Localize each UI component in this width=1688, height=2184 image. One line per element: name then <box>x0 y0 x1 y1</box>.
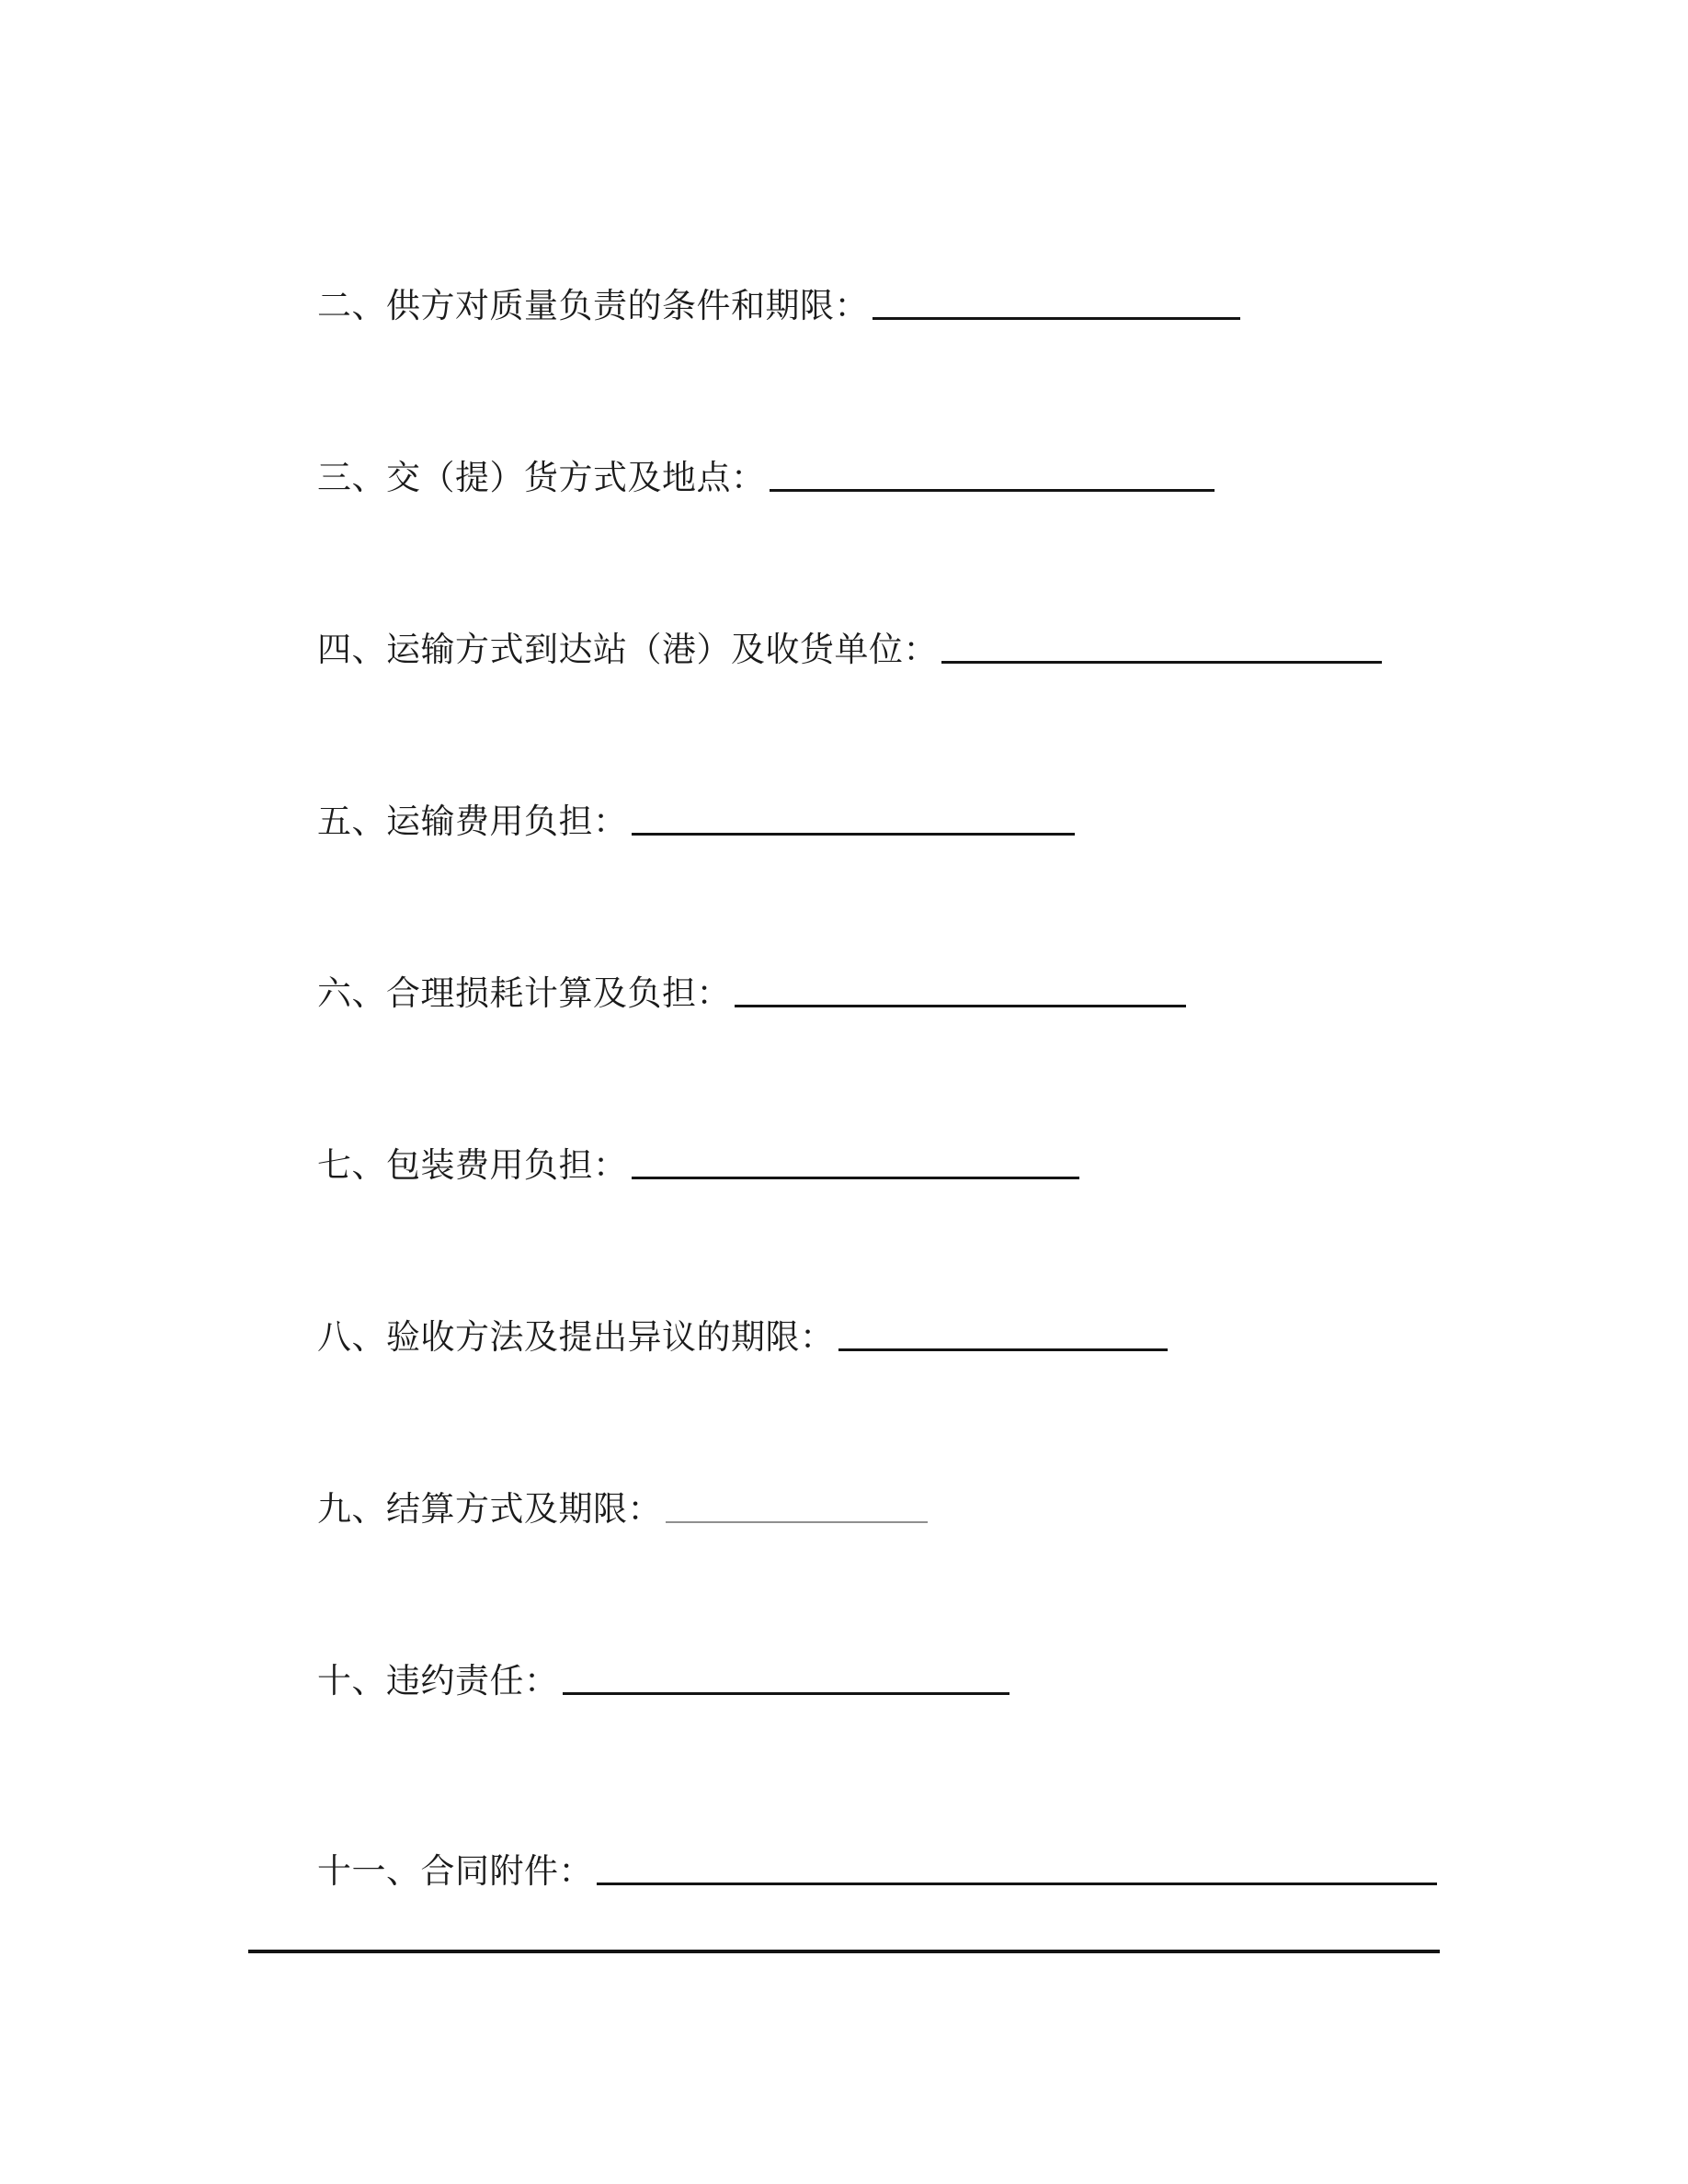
contract-item-7 <box>317 1146 1633 1190</box>
fill-in-blank <box>941 657 1382 664</box>
contract-item-10 <box>317 1662 1633 1706</box>
fill-in-blank <box>873 313 1240 320</box>
contract-item-9 <box>317 1490 1633 1534</box>
fill-in-blank <box>770 485 1215 492</box>
contract-item-label: 六、合理损耗计算及负担： <box>317 975 731 1013</box>
contract-item-6 <box>317 974 1633 1018</box>
fill-in-blank <box>632 829 1075 836</box>
contract-item-8 <box>317 1318 1633 1362</box>
fill-in-blank <box>666 1518 928 1523</box>
contract-item-label: 九、结算方式及期限： <box>317 1491 662 1529</box>
fill-in-blank <box>632 1173 1079 1179</box>
contract-item-label: 三、交（提）货方式及地点： <box>317 460 766 497</box>
contract-item-label: 七、包装费用负担： <box>317 1147 628 1185</box>
contract-item-3 <box>317 459 1633 503</box>
contract-item-4 <box>317 631 1633 675</box>
fill-in-blank <box>563 1689 1009 1695</box>
contract-item-label: 二、供方对质量负责的条件和期限： <box>317 288 869 325</box>
footer-divider <box>248 1950 1440 1953</box>
contract-item-label: 十一、合同附件： <box>317 1853 593 1891</box>
fill-in-blank <box>838 1345 1168 1351</box>
contract-item-5 <box>317 802 1633 847</box>
contract-item-2 <box>317 287 1633 331</box>
contract-item-label: 四、运输方式到达站（港）及收货单位： <box>317 631 938 669</box>
contract-item-label: 八、验收方法及提出异议的期限： <box>317 1319 835 1357</box>
contract-item-label: 五、运输费用负担： <box>317 803 628 841</box>
contract-item-label: 十、违约责任： <box>317 1663 559 1701</box>
fill-in-blank <box>735 1001 1186 1007</box>
fill-in-blank <box>597 1879 1437 1885</box>
contract-item-11 <box>317 1852 1633 1896</box>
